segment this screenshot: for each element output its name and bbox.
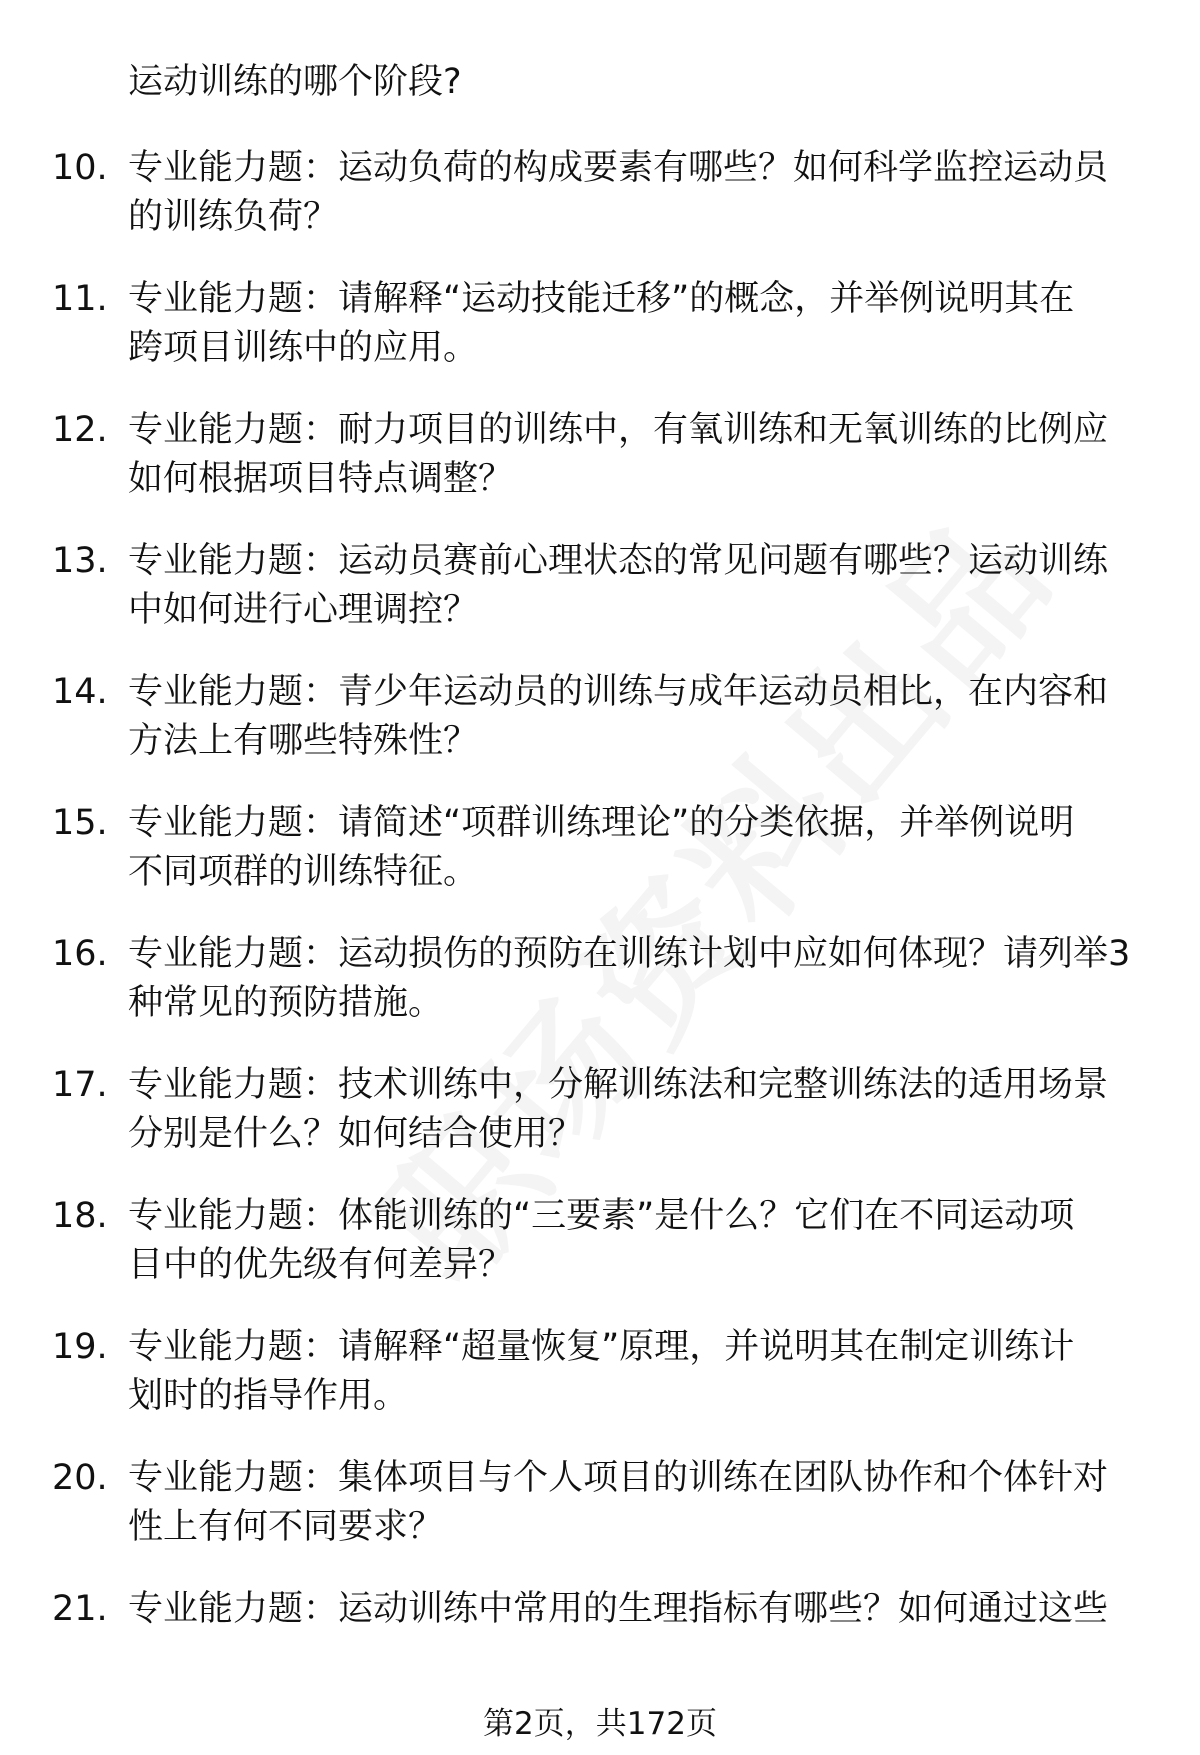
question-item — [0, 803, 1200, 934]
question-number: 20. — [52, 1458, 108, 1498]
question-text-line: 专业能力题：请解释“运动技能迁移”的概念，并举例说明其在 — [128, 279, 1075, 319]
question-text-line: 专业能力题：技术训练中，分解训练法和完整训练法的适用场景 — [128, 1065, 1109, 1105]
question-item — [0, 1065, 1200, 1196]
question-text-line: 专业能力题：体能训练的“三要素”是什么？它们在不同运动项 — [128, 1196, 1075, 1236]
question-item — [0, 148, 1200, 279]
question-item — [0, 1589, 1200, 1720]
question-text-line: 专业能力题：青少年运动员的训练与成年运动员相比，在内容和 — [128, 672, 1109, 712]
question-item — [0, 410, 1200, 541]
question-item — [0, 1458, 1200, 1589]
question-text-line: 专业能力题：请简述“项群训练理论”的分类依据，并举例说明 — [128, 803, 1075, 843]
question-text-line: 的训练负荷？ — [128, 197, 339, 237]
question-number: 12. — [52, 410, 108, 450]
question-text-line: 专业能力题：请解释“超量恢复”原理，并说明其在制定训练计 — [128, 1327, 1075, 1367]
question-number: 19. — [52, 1327, 108, 1367]
question-text-line: 中如何进行心理调控？ — [128, 590, 479, 630]
question-number: 11. — [52, 279, 108, 319]
question-text-line: 如何根据项目特点调整？ — [128, 459, 514, 499]
question-text-line: 分别是什么？如何结合使用？ — [128, 1114, 584, 1154]
question-text-line: 目中的优先级有何差异？ — [128, 1245, 514, 1285]
question-number: 13. — [52, 541, 108, 581]
page-footer: 第2页，共172页 — [483, 1706, 717, 1742]
question-number: 16. — [52, 934, 108, 974]
question-text-line: 方法上有哪些特殊性？ — [128, 721, 479, 761]
question-number: 15. — [52, 803, 108, 843]
question-item — [0, 279, 1200, 410]
question-number: 14. — [52, 672, 108, 712]
question-list — [0, 148, 1200, 1720]
question-text-line: 专业能力题：运动员赛前心理状态的常见问题有哪些？运动训练 — [128, 541, 1109, 581]
question-number: 18. — [52, 1196, 108, 1236]
question-text-line: 专业能力题：运动负荷的构成要素有哪些？如何科学监控运动员 — [128, 148, 1109, 188]
question-item — [0, 541, 1200, 672]
question-text-line: 专业能力题：运动训练中常用的生理指标有哪些？如何通过这些 — [128, 1589, 1109, 1629]
question-text-line: 专业能力题：运动损伤的预防在训练计划中应如何体现？请列举3 — [128, 934, 1131, 974]
question-text-line: 种常见的预防措施。 — [128, 983, 444, 1023]
question-text-line: 不同项群的训练特征。 — [128, 852, 479, 892]
question-item — [0, 934, 1200, 1065]
question-item — [0, 672, 1200, 803]
question-number: 10. — [52, 148, 108, 188]
continued-question-text: 运动训练的哪个阶段? — [128, 62, 462, 102]
question-number: 21. — [52, 1589, 108, 1629]
question-number: 17. — [52, 1065, 108, 1105]
question-text-line: 专业能力题：耐力项目的训练中，有氧训练和无氧训练的比例应 — [128, 410, 1109, 450]
question-text-line: 跨项目训练中的应用。 — [128, 328, 479, 368]
question-text-line: 专业能力题：集体项目与个人项目的训练在团队协作和个体针对 — [128, 1458, 1109, 1498]
question-item — [0, 1327, 1200, 1458]
question-text-line: 性上有何不同要求？ — [128, 1507, 444, 1547]
question-item — [0, 1196, 1200, 1327]
question-text-line: 划时的指导作用。 — [128, 1376, 409, 1416]
